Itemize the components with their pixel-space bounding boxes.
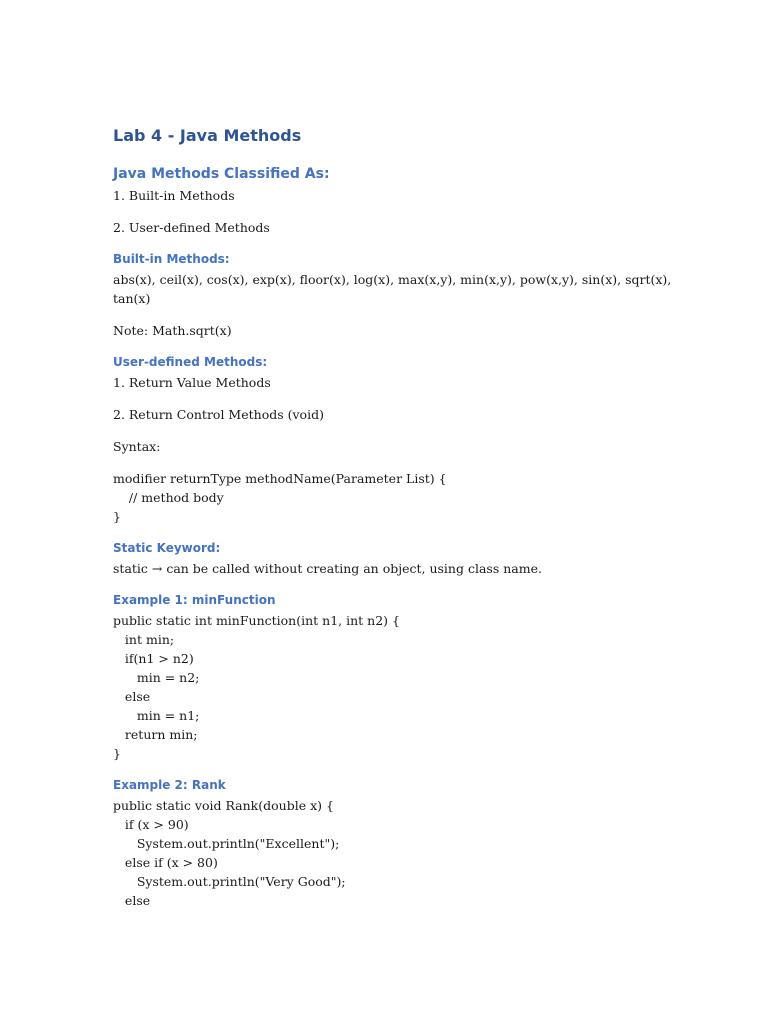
code-line: min = n2; [113,670,200,685]
code-line: else [113,689,151,704]
example2-heading: Example 2: Rank [113,778,226,792]
syntax-label: Syntax: [113,439,161,454]
builtin-list: abs(x), ceil(x), cos(x), exp(x), floor(x), log(x), max(x,y), min(x,y), pow(x,y), sin(x), sqrt(x), tan(x) [113,272,672,306]
code-line: // method body [113,490,224,505]
page-title: Lab 4 - Java Methods [113,126,302,145]
syntax-code-block [113,469,673,526]
code-line: else [113,893,151,908]
builtin-heading: Built-in Methods: [113,252,230,266]
code-line: public static void Rank(double x) { [113,798,334,813]
code-line: } [113,509,121,524]
classified-item: 1. Built-in Methods [113,188,235,203]
classified-heading: Java Methods Classified As: [113,166,330,182]
builtin-note: Note: Math.sqrt(x) [113,323,232,338]
code-line: modifier returnType methodName(Parameter List) { [113,471,447,486]
code-line: int min; [113,632,175,647]
code-line: public static int minFunction(int n1, int n2) { [113,613,400,628]
code-line: System.out.println("Very Good"); [113,874,346,889]
example2-code-block [113,796,673,910]
example1-heading: Example 1: minFunction [113,593,276,607]
userdef-heading: User-defined Methods: [113,355,268,369]
code-line: if (x > 90) [113,817,189,832]
example1-code-block [113,611,673,763]
code-line: if(n1 > n2) [113,651,194,666]
userdef-item: 2. Return Control Methods (void) [113,407,324,422]
static-text: static → can be called without creating an object, using class name. [113,561,542,576]
code-line: else if (x > 80) [113,855,218,870]
static-heading: Static Keyword: [113,541,221,555]
classified-item: 2. User-defined Methods [113,220,270,235]
code-line: min = n1; [113,708,200,723]
code-line: } [113,746,121,761]
document-content [113,124,673,923]
code-line: return min; [113,727,198,742]
userdef-item: 1. Return Value Methods [113,375,271,390]
code-line: System.out.println("Excellent"); [113,836,340,851]
